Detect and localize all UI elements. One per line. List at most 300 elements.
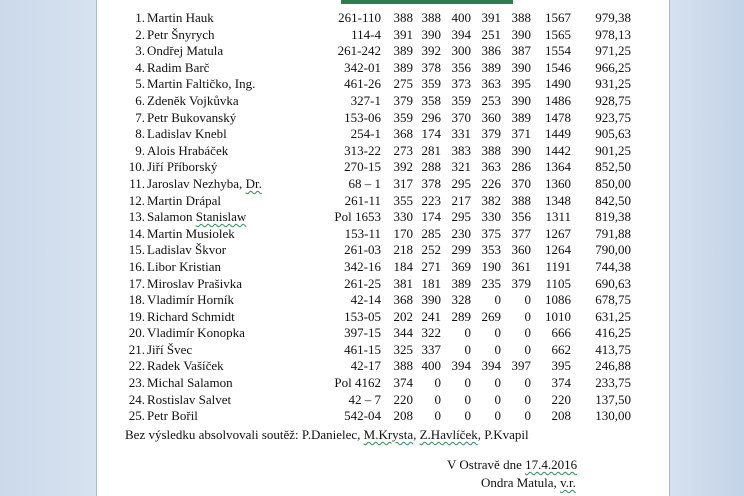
player-id: 397-15 [344, 325, 381, 341]
document-page [96, 0, 670, 496]
score-1: 355 [393, 192, 413, 208]
score-3: 359 [451, 92, 471, 108]
average: 819,38 [595, 209, 631, 225]
result-row [97, 93, 669, 110]
result-row [97, 309, 669, 326]
player-name-underlined: Dr. [245, 175, 262, 191]
score-2: 285 [421, 225, 441, 241]
result-row [97, 242, 669, 259]
score-2: 400 [421, 358, 441, 374]
score-2: 174 [421, 126, 441, 142]
score-4: 394 [481, 358, 501, 374]
total: 1348 [545, 192, 571, 208]
note-suffix: , P.Kvapil [477, 427, 529, 442]
score-1: 392 [393, 159, 413, 175]
player-name-text: Martin Drápal [147, 192, 222, 208]
score-1: 275 [393, 76, 413, 92]
result-row [97, 358, 669, 375]
player-name [147, 259, 221, 276]
player-name-text: Miroslav Prašivka [147, 275, 242, 291]
score-5: 0 [524, 408, 531, 424]
player-name-text: Ondřej Matula [147, 43, 224, 59]
rank: 7. [135, 109, 145, 125]
rank: 12. [128, 192, 145, 208]
score-5: 395 [511, 76, 531, 92]
total: 1360 [545, 175, 571, 191]
score-4: 0 [494, 325, 501, 341]
result-row [97, 325, 669, 342]
score-3: 295 [451, 209, 471, 225]
result-row [97, 276, 669, 293]
player-id: 42-17 [350, 358, 381, 374]
score-4: 386 [481, 43, 501, 59]
score-3: 370 [451, 109, 471, 125]
average: 130,00 [595, 408, 631, 424]
average: 631,25 [595, 308, 631, 324]
score-4: 269 [481, 308, 501, 324]
result-row [97, 43, 669, 60]
score-3: 0 [464, 325, 471, 341]
player-id: 261-03 [344, 242, 381, 258]
average: 744,38 [595, 258, 631, 274]
rank: 19. [128, 308, 145, 324]
note-sep: , [413, 427, 420, 442]
sign-name: Ondra Matula, [481, 475, 561, 490]
score-5: 361 [511, 258, 531, 274]
score-3: 321 [451, 159, 471, 175]
score-1: 388 [393, 358, 413, 374]
date: 17.4.2016 [525, 457, 578, 472]
total: 662 [551, 341, 571, 357]
player-name [147, 309, 235, 326]
score-3: 289 [451, 308, 471, 324]
note-prefix: Bez výsledku absolvovali soutěž: P.Danielec, [125, 427, 364, 442]
score-3: 0 [464, 375, 471, 391]
score-4: 379 [481, 126, 501, 142]
score-1: 389 [393, 43, 413, 59]
player-name-underlined: Stanislaw [195, 209, 247, 225]
player-name-text: Ladislav Knebl [147, 126, 227, 142]
score-4: 330 [481, 209, 501, 225]
player-name [147, 143, 228, 160]
result-row [97, 76, 669, 93]
score-2: 388 [421, 10, 441, 25]
rank: 9. [135, 142, 145, 158]
score-1: 368 [393, 292, 413, 308]
score-3: 373 [451, 76, 471, 92]
total: 1264 [545, 242, 571, 258]
rank: 21. [128, 341, 145, 357]
score-5: 370 [511, 175, 531, 191]
score-3: 400 [451, 10, 471, 25]
average: 928,75 [595, 92, 631, 108]
player-name-text: Martin Faltičko, Ing. [147, 76, 256, 92]
player-id: Pol 4162 [334, 375, 381, 391]
player-name-text: Petr Bořil [147, 408, 198, 424]
score-4: 0 [494, 341, 501, 357]
average: 842,50 [595, 192, 631, 208]
results-list [97, 10, 669, 425]
score-3: 0 [464, 341, 471, 357]
result-row [97, 226, 669, 243]
score-5: 0 [524, 325, 531, 341]
score-5: 377 [511, 225, 531, 241]
signature [481, 475, 576, 491]
result-row [97, 110, 669, 127]
score-3: 300 [451, 43, 471, 59]
total: 1554 [545, 43, 571, 59]
score-2: 181 [421, 275, 441, 291]
player-id: 68 – 1 [348, 175, 381, 191]
total: 1478 [545, 109, 571, 125]
score-4: 235 [481, 275, 501, 291]
header-bar [341, 0, 513, 4]
total: 1364 [545, 159, 571, 175]
score-4: 0 [494, 391, 501, 407]
score-4: 190 [481, 258, 501, 274]
average: 979,38 [595, 10, 631, 25]
score-1: 208 [393, 408, 413, 424]
score-1: 388 [393, 10, 413, 25]
score-5: 0 [524, 341, 531, 357]
player-id: 313-22 [344, 142, 381, 158]
result-row [97, 159, 669, 176]
rank: 11. [129, 175, 145, 191]
score-3: 369 [451, 258, 471, 274]
player-name [147, 126, 227, 143]
average: 971,25 [595, 43, 631, 59]
window-background-left [0, 0, 96, 496]
score-3: 0 [464, 391, 471, 407]
average: 233,75 [595, 375, 631, 391]
player-name-text: Petr Bukovanský [147, 109, 237, 125]
player-name [147, 342, 192, 359]
result-row [97, 126, 669, 143]
rank: 1. [135, 10, 145, 25]
score-2: 252 [421, 242, 441, 258]
rank: 16. [128, 258, 145, 274]
score-2: 0 [434, 391, 441, 407]
player-name-text: Alois Hrabáček [147, 142, 229, 158]
score-3: 328 [451, 292, 471, 308]
score-5: 390 [511, 26, 531, 42]
player-id: 153-05 [344, 308, 381, 324]
result-row [97, 10, 669, 27]
score-4: 353 [481, 242, 501, 258]
score-5: 387 [511, 43, 531, 59]
score-5: 388 [511, 192, 531, 208]
player-name [147, 408, 198, 425]
score-2: 174 [421, 209, 441, 225]
result-row [97, 143, 669, 160]
place-prefix: V Ostravě dne [447, 457, 526, 472]
average: 137,50 [595, 391, 631, 407]
average: 978,13 [595, 26, 631, 42]
total: 1565 [545, 26, 571, 42]
score-5: 0 [524, 308, 531, 324]
player-id: 42 – 7 [348, 391, 381, 407]
score-5: 0 [524, 292, 531, 308]
score-1: 374 [393, 375, 413, 391]
result-row [97, 60, 669, 77]
player-id: 342-16 [344, 258, 381, 274]
rank: 13. [128, 209, 145, 225]
score-5: 388 [511, 10, 531, 25]
player-name [147, 292, 234, 309]
average: 678,75 [595, 292, 631, 308]
score-2: 296 [421, 109, 441, 125]
score-1: 344 [393, 325, 413, 341]
player-name-text: Jaroslav Nezhyba, [147, 175, 246, 191]
player-name-text: Rostislav Salvet [147, 391, 232, 407]
player-id: 461-26 [344, 76, 381, 92]
score-2: 241 [421, 308, 441, 324]
total: 374 [551, 375, 571, 391]
score-2: 359 [421, 76, 441, 92]
result-row [97, 392, 669, 409]
result-row [97, 193, 669, 210]
score-2: 392 [421, 43, 441, 59]
score-5: 390 [511, 92, 531, 108]
score-5: 379 [511, 275, 531, 291]
score-1: 330 [393, 209, 413, 225]
score-3: 0 [464, 408, 471, 424]
player-name-text: Vladimír Horník [147, 292, 235, 308]
score-1: 220 [393, 391, 413, 407]
player-name [147, 358, 224, 375]
player-id: 542-04 [344, 408, 381, 424]
score-3: 394 [451, 26, 471, 42]
player-name-text: Martin Hauk [147, 10, 214, 25]
player-id: 254-1 [350, 126, 381, 142]
score-2: 281 [421, 142, 441, 158]
score-2: 358 [421, 92, 441, 108]
total: 1311 [545, 209, 571, 225]
score-1: 184 [393, 258, 413, 274]
score-4: 251 [481, 26, 501, 42]
player-name [147, 209, 246, 226]
score-3: 299 [451, 242, 471, 258]
player-name-text: Michal Salamon [147, 375, 233, 391]
player-id: Pol 1653 [334, 209, 381, 225]
result-row [97, 342, 669, 359]
score-3: 356 [451, 59, 471, 75]
score-4: 389 [481, 59, 501, 75]
score-3: 295 [451, 175, 471, 191]
player-name-text: Vladimír Konopka [147, 325, 245, 341]
score-4: 382 [481, 192, 501, 208]
score-4: 388 [481, 142, 501, 158]
player-name-text: Ladislav Škvor [147, 242, 227, 258]
place-date [447, 457, 577, 473]
total: 1086 [545, 292, 571, 308]
score-4: 0 [494, 375, 501, 391]
score-2: 322 [421, 325, 441, 341]
player-name [147, 176, 262, 193]
player-id: 114-4 [351, 26, 381, 42]
player-name-text: Radim Barč [147, 59, 210, 75]
score-3: 331 [451, 126, 471, 142]
score-1: 202 [393, 308, 413, 324]
player-name [147, 226, 235, 243]
rank: 14. [128, 225, 145, 241]
player-name-text: Radek Vašíček [147, 358, 224, 374]
player-id: 261-242 [337, 43, 381, 59]
average: 690,63 [595, 275, 631, 291]
score-3: 230 [451, 225, 471, 241]
average: 413,75 [595, 341, 631, 357]
score-5: 360 [511, 242, 531, 258]
player-name [147, 110, 236, 127]
average: 966,25 [595, 59, 631, 75]
total: 395 [551, 358, 571, 374]
player-id: 461-15 [344, 341, 381, 357]
total: 1486 [545, 92, 571, 108]
rank: 22. [128, 358, 145, 374]
player-name [147, 242, 226, 259]
player-name [147, 159, 217, 176]
score-4: 363 [481, 159, 501, 175]
total: 1567 [545, 10, 571, 25]
score-1: 218 [393, 242, 413, 258]
score-2: 0 [434, 408, 441, 424]
player-name [147, 10, 214, 27]
total: 1442 [545, 142, 571, 158]
player-name-text: Petr Šnyrych [147, 26, 215, 42]
result-row [97, 375, 669, 392]
total: 1449 [545, 126, 571, 142]
average: 901,25 [595, 142, 631, 158]
score-1: 170 [393, 225, 413, 241]
player-id: 261-25 [344, 275, 381, 291]
total: 1105 [545, 275, 571, 291]
rank: 25. [128, 408, 145, 424]
score-3: 217 [451, 192, 471, 208]
player-name [147, 27, 215, 44]
score-2: 0 [434, 375, 441, 391]
player-name-text: Richard Schmidt [147, 308, 235, 324]
total: 1546 [545, 59, 571, 75]
rank: 17. [128, 275, 145, 291]
player-id: 42-14 [350, 292, 381, 308]
score-5: 0 [524, 375, 531, 391]
score-1: 391 [393, 26, 413, 42]
note-name-2: Z.Havlíček [419, 427, 478, 442]
total: 666 [551, 325, 571, 341]
score-5: 389 [511, 109, 531, 125]
rank: 20. [128, 325, 145, 341]
player-name-text: Libor Kristian [147, 258, 222, 274]
score-4: 0 [494, 408, 501, 424]
score-3: 383 [451, 142, 471, 158]
average: 923,75 [595, 109, 631, 125]
score-4: 391 [481, 10, 501, 25]
player-name [147, 276, 242, 293]
average: 791,88 [595, 225, 631, 241]
score-1: 389 [393, 59, 413, 75]
score-3: 389 [451, 275, 471, 291]
player-name [147, 325, 245, 342]
player-name-text: Jiří Příborský [147, 159, 218, 175]
rank: 4. [135, 59, 145, 75]
score-1: 317 [393, 175, 413, 191]
score-4: 360 [481, 109, 501, 125]
average: 246,88 [595, 358, 631, 374]
result-row [97, 27, 669, 44]
rank: 24. [128, 391, 145, 407]
total: 1267 [545, 225, 571, 241]
player-id: 261-11 [344, 192, 381, 208]
player-id: 342-01 [344, 59, 381, 75]
score-1: 368 [393, 126, 413, 142]
average: 790,00 [595, 242, 631, 258]
player-name [147, 43, 223, 60]
score-1: 325 [393, 341, 413, 357]
score-4: 253 [481, 92, 501, 108]
score-2: 378 [421, 59, 441, 75]
result-row [97, 259, 669, 276]
rank: 5. [135, 76, 145, 92]
total: 1010 [545, 308, 571, 324]
result-row [97, 292, 669, 309]
score-4: 363 [481, 76, 501, 92]
player-name-text: Martin Musiolek [147, 225, 235, 241]
average: 931,25 [595, 76, 631, 92]
score-5: 390 [511, 59, 531, 75]
score-2: 271 [421, 258, 441, 274]
score-4: 375 [481, 225, 501, 241]
player-id: 261-110 [338, 10, 381, 25]
player-name [147, 375, 233, 392]
player-name [147, 392, 231, 409]
rank: 10. [128, 159, 145, 175]
average: 905,63 [595, 126, 631, 142]
result-row [97, 209, 669, 226]
score-3: 394 [451, 358, 471, 374]
total: 1490 [545, 76, 571, 92]
score-5: 390 [511, 142, 531, 158]
sign-suffix: v.r. [560, 475, 576, 490]
score-5: 286 [511, 159, 531, 175]
rank: 6. [135, 92, 145, 108]
result-row [97, 408, 669, 425]
score-2: 378 [421, 175, 441, 191]
player-id: 153-11 [344, 225, 381, 241]
score-5: 356 [511, 209, 531, 225]
score-1: 379 [393, 92, 413, 108]
total: 220 [551, 391, 571, 407]
score-4: 0 [494, 292, 501, 308]
average: 852,50 [595, 159, 631, 175]
player-name [147, 76, 255, 93]
score-2: 288 [421, 159, 441, 175]
player-name-text: Zdeněk Vojkůvka [147, 92, 239, 108]
rank: 18. [128, 292, 145, 308]
rank: 23. [128, 375, 145, 391]
total: 1191 [545, 258, 571, 274]
score-1: 359 [393, 109, 413, 125]
score-5: 371 [511, 126, 531, 142]
score-1: 381 [393, 275, 413, 291]
average: 850,00 [595, 175, 631, 191]
score-2: 390 [421, 26, 441, 42]
result-row [97, 176, 669, 193]
score-2: 223 [421, 192, 441, 208]
score-4: 226 [481, 175, 501, 191]
player-id: 270-15 [344, 159, 381, 175]
player-name-text: Salamon [147, 209, 196, 225]
average: 416,25 [595, 325, 631, 341]
